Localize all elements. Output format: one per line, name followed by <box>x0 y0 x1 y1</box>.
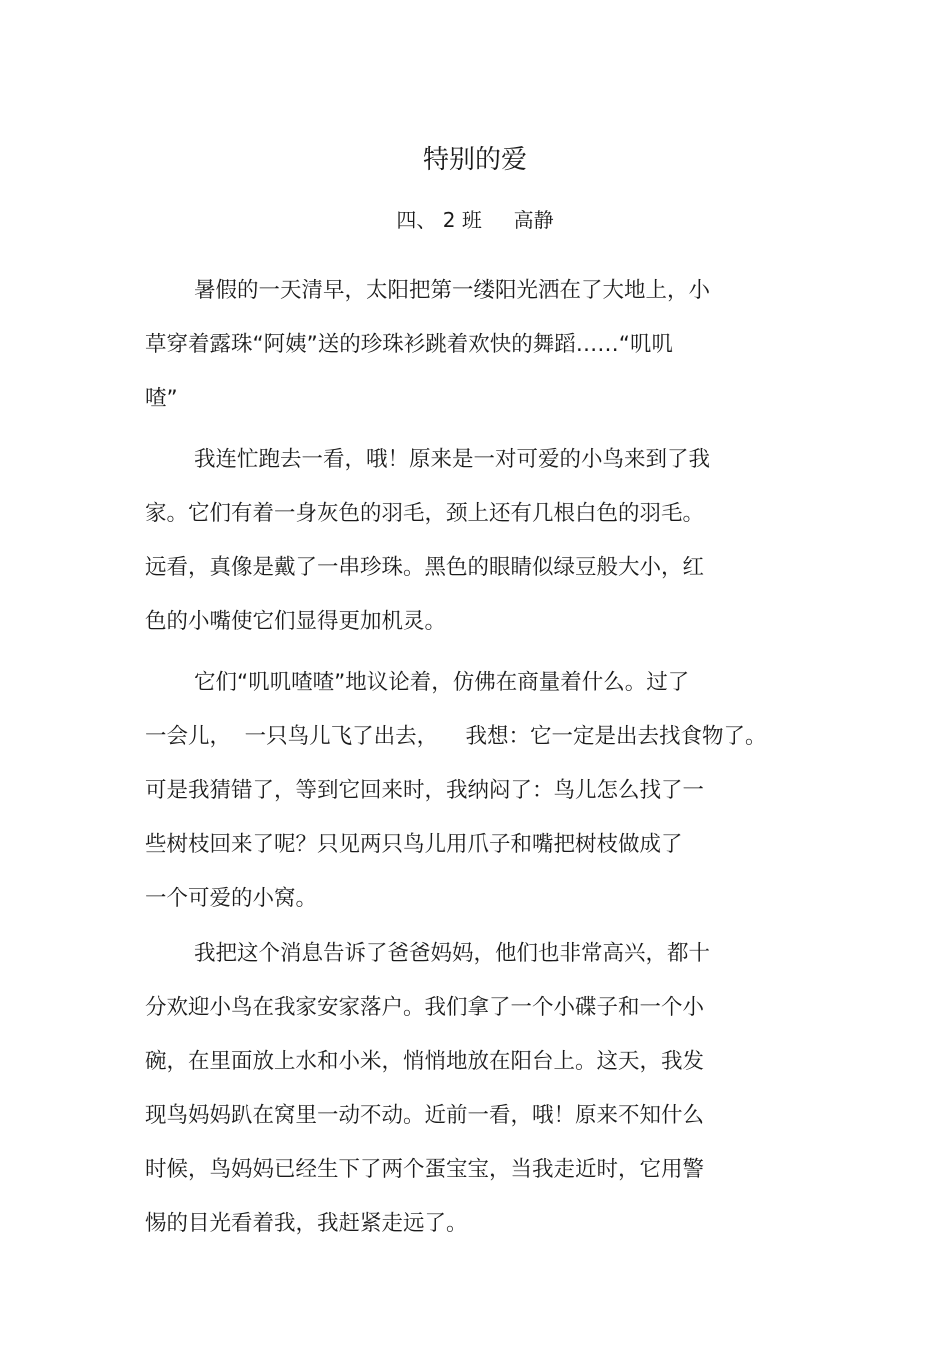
text-line: 可是我猜错了，等到它回来时，我纳闷了：鸟儿怎么找了一 <box>145 778 705 803</box>
text-line: 分欢迎小鸟在我家安家落户。我们拿了一个小碟子和一个小 <box>145 995 705 1020</box>
text-line: 暑假的一天清早，太阳把第一缕阳光洒在了大地上，小 <box>194 278 711 303</box>
text-line: 色的小嘴使它们显得更加机灵。 <box>145 609 447 634</box>
paragraph-4 <box>145 927 785 1251</box>
paragraph-1 <box>145 264 785 426</box>
text-line: 远看，真像是戴了一串珍珠。黑色的眼睛似绿豆般大小，红 <box>145 555 705 580</box>
text-line: 时候，鸟妈妈已经生下了两个蛋宝宝，当我走近时，它用警 <box>145 1157 705 1182</box>
text-line: 家。它们有着一身灰色的羽毛，颈上还有几根白色的羽毛。 <box>145 501 705 526</box>
text-line: 碗，在里面放上水和小米，悄悄地放在阳台上。这天，我发 <box>145 1049 705 1074</box>
text-line: 草穿着露珠“阿姨”送的珍珠衫跳着欢快的舞蹈……“叽叽 <box>145 332 673 357</box>
text-line: 些树枝回来了呢？只见两只鸟儿用爪子和嘴把树枝做成了 <box>145 832 683 857</box>
author-line: 四、 2 班 高静 <box>396 208 554 232</box>
text-line: 一会儿， 一只鸟儿飞了出去， 我想：它一定是出去找食物了。 <box>145 724 767 749</box>
essay-title: 特别的爱 <box>422 145 527 175</box>
text-line: 惕的目光看着我，我赶紧走远了。 <box>145 1211 468 1236</box>
text-line: 它们“叽叽喳喳”地议论着，仿佛在商量着什么。过了 <box>194 670 690 695</box>
text-line: 一个可爱的小窝。 <box>145 886 318 911</box>
text-line: 我连忙跑去一看，哦！原来是一对可爱的小鸟来到了我 <box>194 447 711 472</box>
paragraph-2 <box>145 433 785 649</box>
text-line: 喳” <box>145 386 178 411</box>
text-line: 现鸟妈妈趴在窝里一动不动。近前一看，哦！原来不知什么 <box>145 1103 705 1128</box>
paragraph-3 <box>145 656 785 926</box>
text-line: 我把这个消息告诉了爸爸妈妈，他们也非常高兴，都十 <box>194 941 711 966</box>
